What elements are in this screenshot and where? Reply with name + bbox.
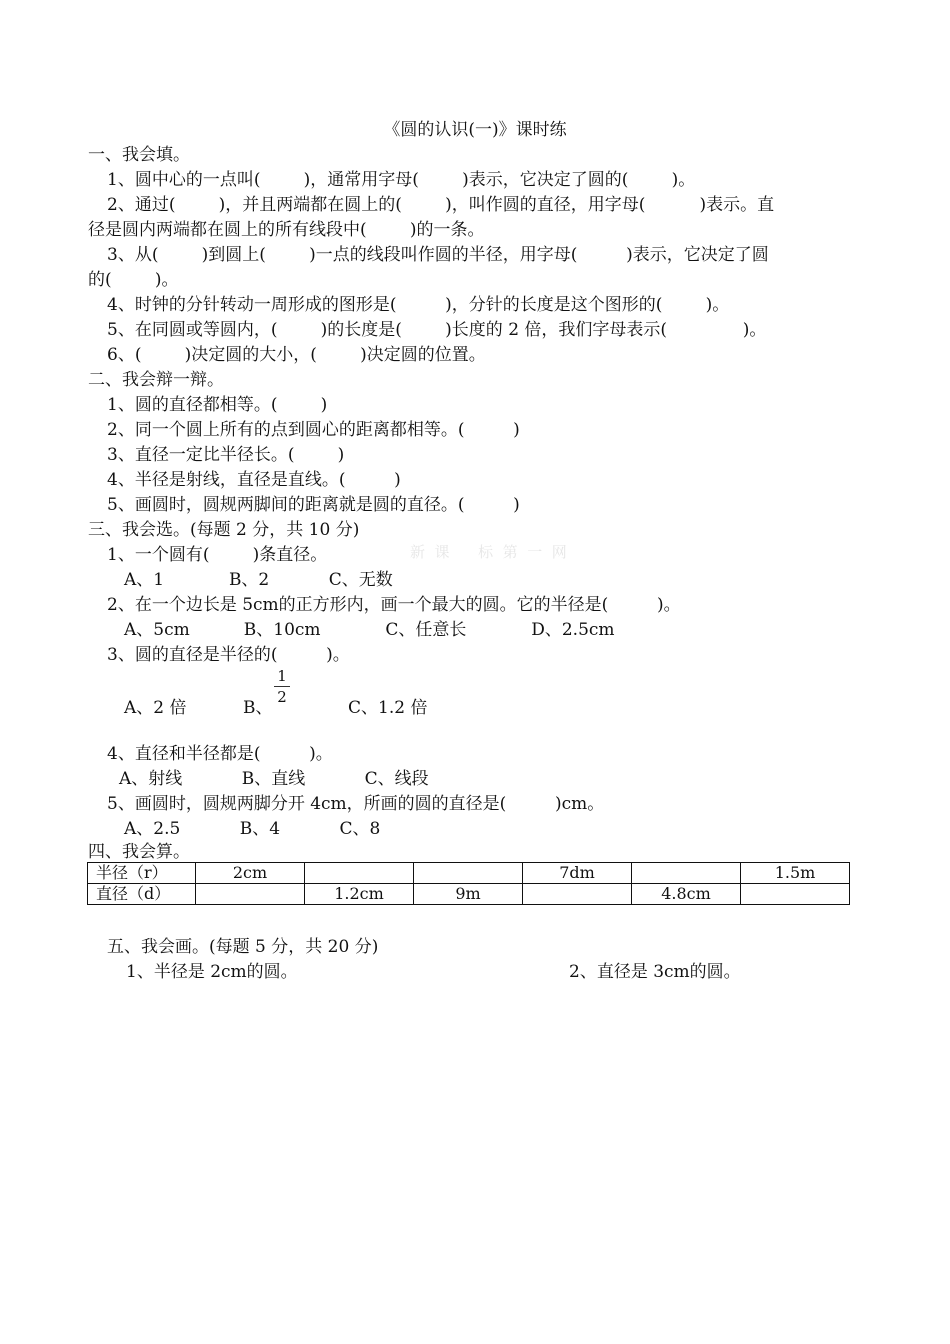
choice-question-3-option-b: B、 [243, 698, 273, 718]
fill-question-2-cont: 径是圆内两端都在圆上的所有线段中( )的一条。 [88, 220, 485, 240]
table-cell: 2cm [196, 863, 305, 884]
section-3-heading: 三、我会选。(每题 2 分，共 10 分) [88, 520, 360, 540]
choice-question-4-options: A、射线 B、直线 C、线段 [119, 769, 429, 789]
judge-question-3: 3、直径一定比半径长。( ) [107, 445, 345, 465]
section-4-heading: 四、我会算。 [88, 842, 190, 862]
section-2-heading: 二、我会辩一辩。 [88, 370, 224, 390]
fill-question-5: 5、在同圆或等圆内，( )的长度是( )长度的 2 倍，我们字母表示( )。 [107, 320, 767, 340]
radius-diameter-table [87, 862, 850, 905]
choice-question-1-options: A、1 B、2 C、无数 [124, 570, 393, 590]
draw-question-2: 2、直径是 3cm的圆。 [569, 962, 741, 982]
choice-question-3: 3、圆的直径是半径的( )。 [107, 645, 350, 665]
judge-question-2: 2、同一个圆上所有的点到圆心的距离都相等。( ) [107, 420, 520, 440]
section-1-heading: 一、我会填。 [88, 145, 190, 165]
table-row-radius [88, 863, 850, 884]
choice-question-3-option-c: C、1.2 倍 [348, 698, 428, 718]
choice-question-2-options: A、5cm B、10cm C、任意长 D、2.5cm [124, 620, 615, 640]
watermark: 新 课 标 第 一 网 [410, 543, 567, 561]
table-cell [305, 863, 414, 884]
fill-question-1: 1、圆中心的一点叫( )，通常用字母( )表示，它决定了圆的( )。 [107, 170, 696, 190]
choice-question-4: 4、直径和半径都是( )。 [107, 744, 333, 764]
table-cell: 1.2cm [305, 884, 414, 905]
fill-question-3-cont: 的( )。 [88, 270, 179, 290]
table-cell [741, 884, 850, 905]
page-title: 《圆的认识(一)》课时练 [383, 120, 567, 140]
section-5-heading: 五、我会画。(每题 5 分，共 20 分) [107, 937, 379, 957]
fraction-one-half [272, 667, 292, 706]
fill-question-4: 4、时钟的分针转动一周形成的图形是( )，分针的长度是这个图形的( )。 [107, 295, 730, 315]
table-cell [414, 863, 523, 884]
row-header-diameter: 直径（d） [88, 884, 196, 905]
judge-question-5: 5、画圆时，圆规两脚间的距离就是圆的直径。( ) [107, 495, 520, 515]
choice-question-5-options: A、2.5 B、4 C、8 [124, 819, 381, 839]
choice-question-2: 2、在一个边长是 5cm的正方形内，画一个最大的圆。它的半径是( )。 [107, 595, 681, 615]
table-cell: 1.5m [741, 863, 850, 884]
choice-question-3-option-a: A、2 倍 [124, 698, 187, 718]
table-cell: 9m [414, 884, 523, 905]
table-cell [632, 863, 741, 884]
fraction-numerator: 1 [277, 667, 287, 685]
fill-question-6: 6、( )决定圆的大小，( )决定圆的位置。 [107, 345, 486, 365]
table-row-diameter [88, 884, 850, 905]
fraction-bar [274, 686, 290, 687]
table-cell: 4.8cm [632, 884, 741, 905]
judge-question-4: 4、半径是射线，直径是直线。( ) [107, 470, 401, 490]
table-cell [196, 884, 305, 905]
judge-question-1: 1、圆的直径都相等。( ) [107, 395, 328, 415]
choice-question-1: 1、一个圆有( )条直径。 [107, 545, 328, 565]
table-cell [523, 884, 632, 905]
row-header-radius: 半径（r） [88, 863, 196, 884]
table-cell: 7dm [523, 863, 632, 884]
draw-question-1: 1、半径是 2cm的圆。 [126, 962, 298, 982]
choice-question-5: 5、画圆时，圆规两脚分开 4cm，所画的圆的直径是( )cm。 [107, 794, 605, 814]
fill-question-2: 2、通过( )，并且两端都在圆上的( )，叫作圆的直径，用字母( )表示。直 [107, 195, 775, 215]
fill-question-3: 3、从( )到圆上( )一点的线段叫作圆的半径，用字母( )表示，它决定了圆 [107, 245, 769, 265]
fraction-denominator: 2 [277, 688, 287, 706]
